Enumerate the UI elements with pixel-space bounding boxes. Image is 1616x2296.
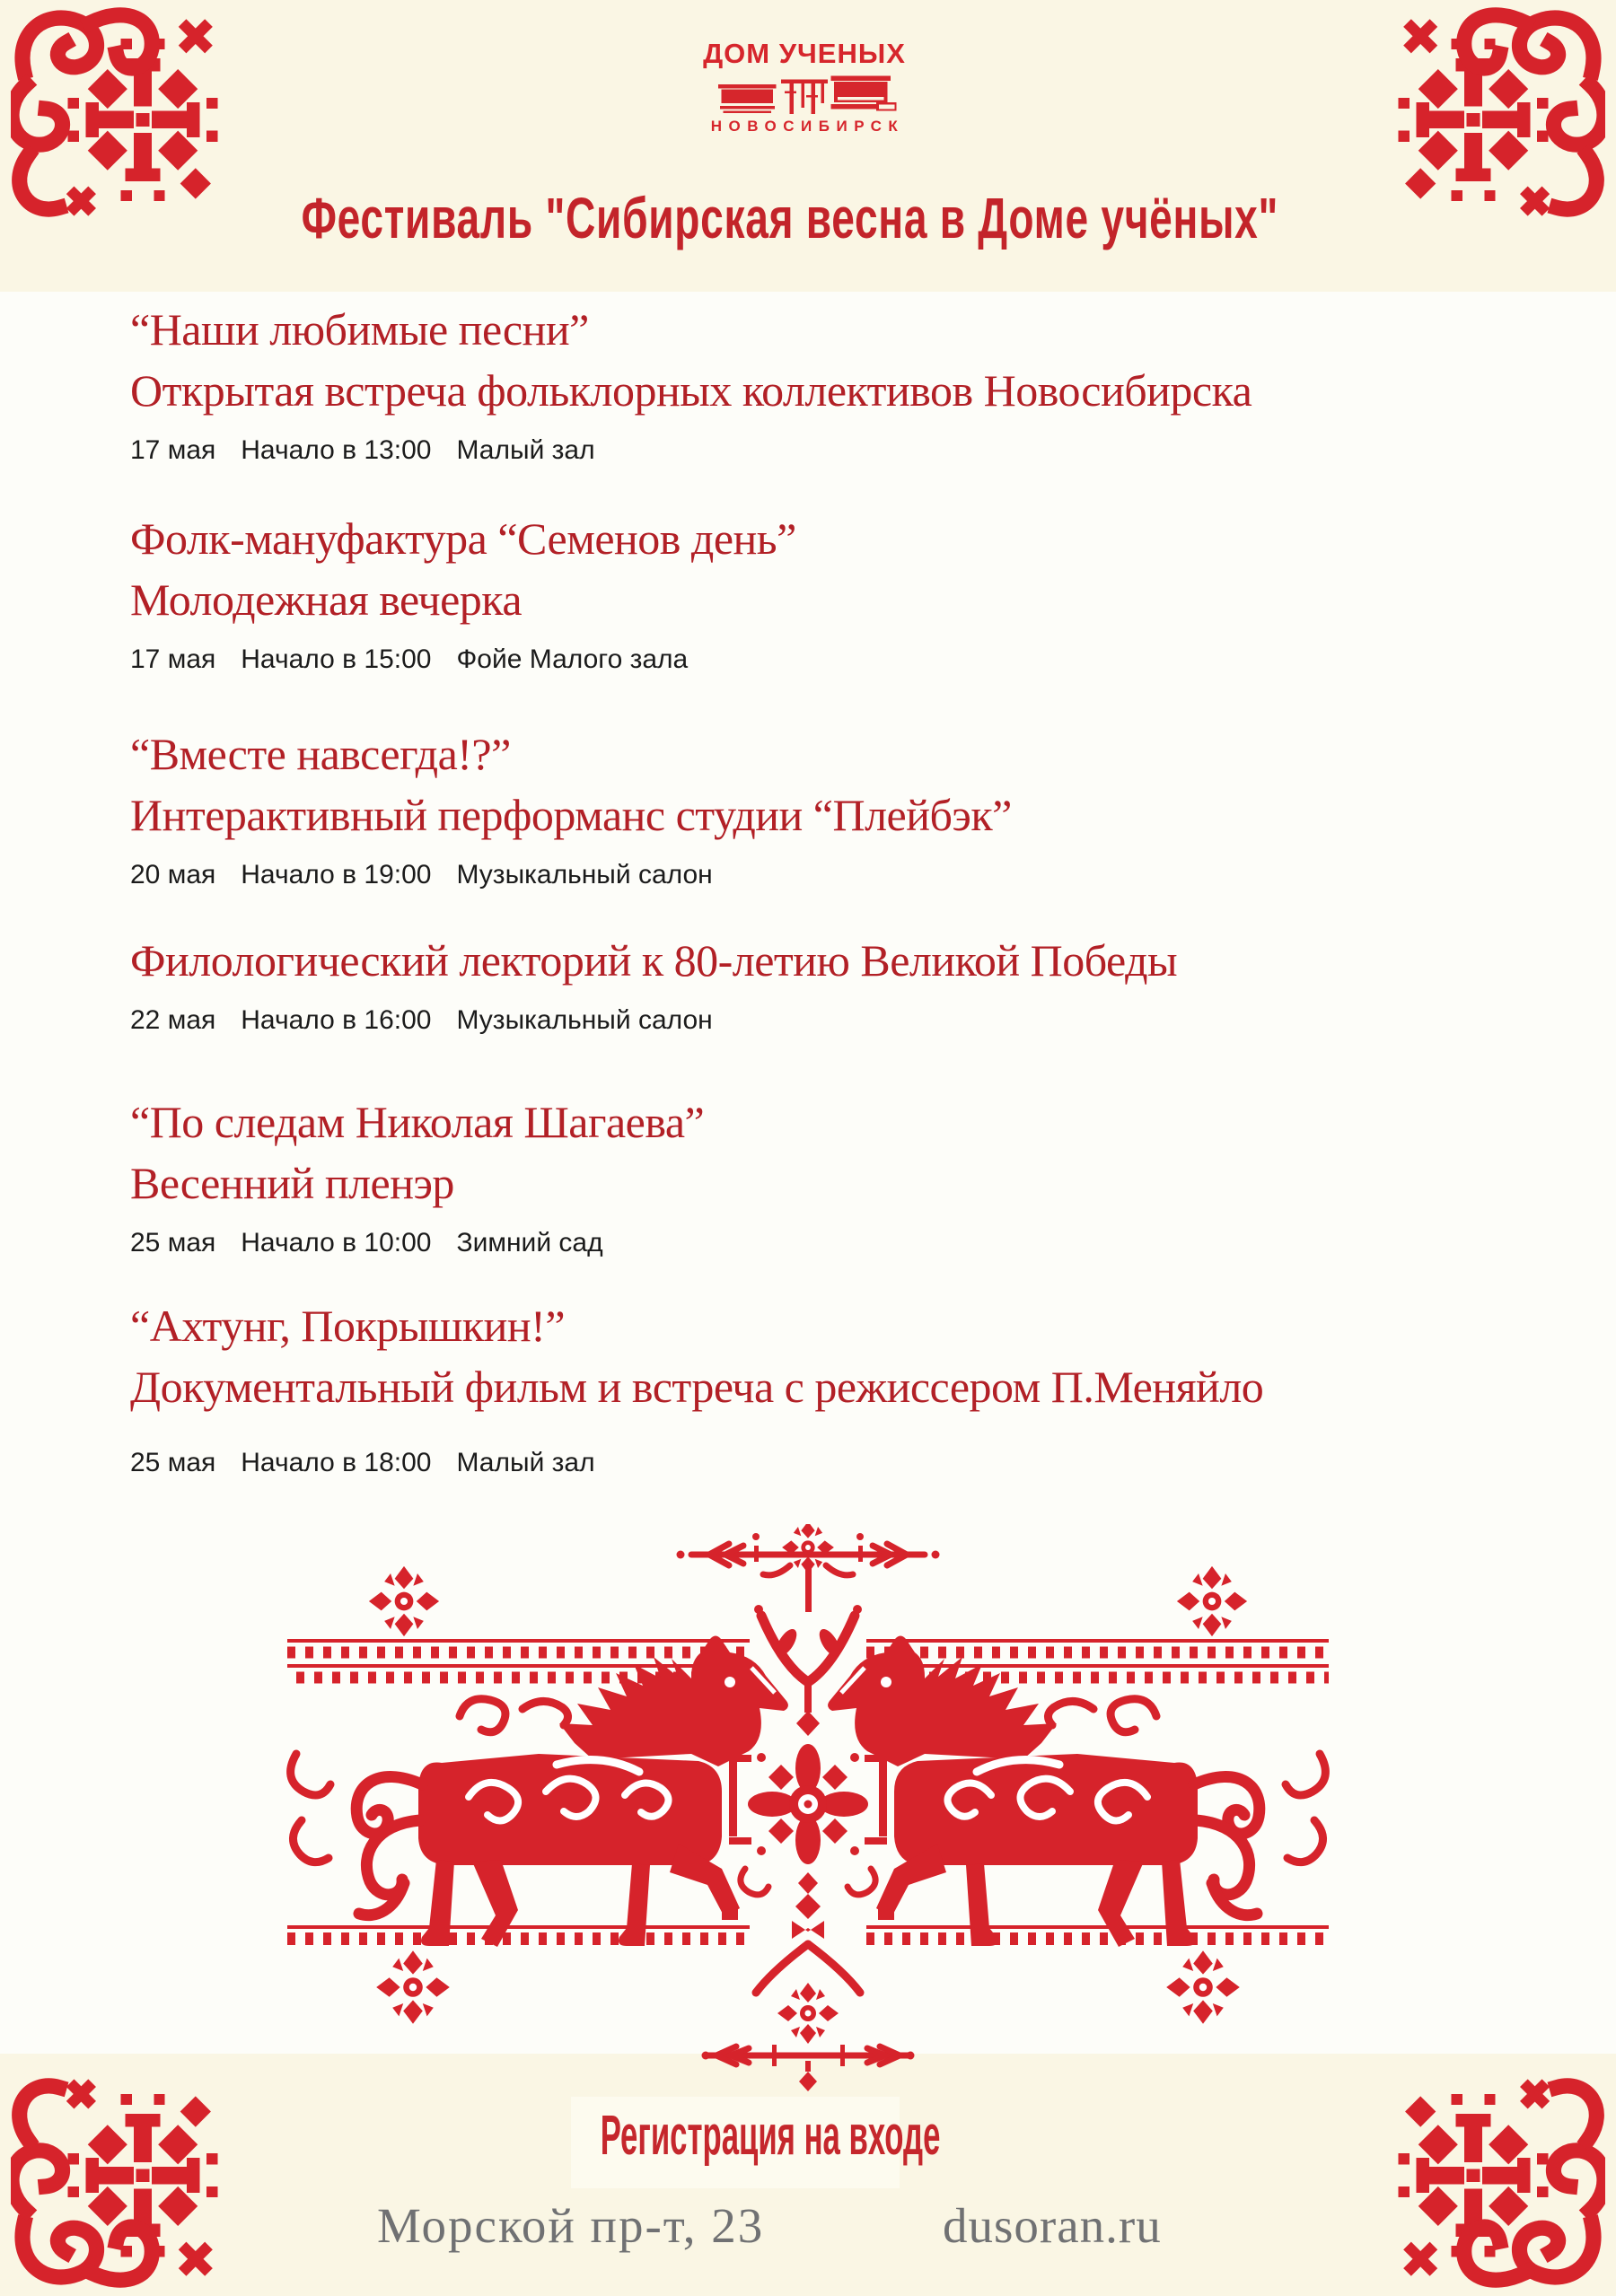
event-title: “Ахтунг, Покрышкин!” Документальный фильм и встреча с режиссером П.Меняйло	[130, 1301, 1264, 1412]
event-title: Фолк-мануфактура “Семенов день” Молодежная вечерка	[130, 513, 796, 625]
event-details	[130, 1448, 1531, 1478]
event-title: Филологический лекторий к 80-летию Великой Победы	[130, 935, 1178, 986]
event-title: “По следам Николая Шагаева” Весенний пленэр	[130, 1097, 705, 1208]
event-date: 22 мая	[130, 1005, 216, 1035]
event-details	[130, 1005, 1531, 1036]
event-title: “Наши любимые песни” Открытая встреча фольклорных коллективов Новосибирска	[130, 304, 1252, 416]
event-time: Начало в 15:00	[241, 644, 432, 674]
event-date: 17 мая	[130, 435, 216, 465]
website: dusoran.ru	[943, 2198, 1162, 2253]
dom-uchenykh-logo	[681, 38, 928, 136]
logo-city: НОВОСИБИРСК	[710, 118, 905, 135]
event-venue: Малый зал	[456, 1448, 595, 1477]
event-venue: Фойе Малого зала	[456, 644, 689, 674]
event-venue: Малый зал	[456, 435, 595, 465]
building-icon	[703, 73, 906, 116]
event-details	[130, 644, 1531, 675]
event-block	[130, 1091, 1531, 1258]
event-date: 25 мая	[130, 1448, 216, 1477]
corner-ornament-bottom-left	[11, 2070, 231, 2290]
event-venue: Музыкальный салон	[456, 1005, 713, 1035]
event-date: 17 мая	[130, 644, 216, 674]
logo-title: ДОМ УЧЕНЫХ	[703, 38, 906, 69]
event-venue: Музыкальный салон	[456, 860, 713, 889]
event-block	[130, 508, 1531, 675]
event-block	[130, 723, 1531, 890]
event-details	[130, 1228, 1531, 1258]
event-time: Начало в 13:00	[241, 435, 432, 465]
event-block	[130, 299, 1531, 466]
event-block	[130, 1295, 1531, 1478]
event-details	[130, 435, 1531, 466]
festival-title: Фестиваль "Сибирская весна в Доме учёных"	[301, 186, 1279, 250]
event-time: Начало в 16:00	[241, 1005, 432, 1035]
event-details	[130, 860, 1531, 890]
event-time: Начало в 10:00	[241, 1228, 432, 1258]
event-date: 25 мая	[130, 1228, 216, 1258]
event-block	[130, 930, 1531, 1036]
embroidery-horses-illustration	[269, 1524, 1347, 2093]
event-date: 20 мая	[130, 860, 216, 889]
address: Морской пр-т, 23	[377, 2198, 765, 2253]
event-time: Начало в 18:00	[241, 1448, 432, 1477]
registration-note: Регистрация на входе	[600, 2105, 941, 2167]
event-title: “Вместе навсегда!?” Интерактивный перформанс студии “Плейбэк”	[130, 729, 1012, 840]
event-time: Начало в 19:00	[241, 860, 432, 889]
corner-ornament-bottom-right	[1385, 2070, 1605, 2290]
event-venue: Зимний сад	[456, 1228, 603, 1258]
